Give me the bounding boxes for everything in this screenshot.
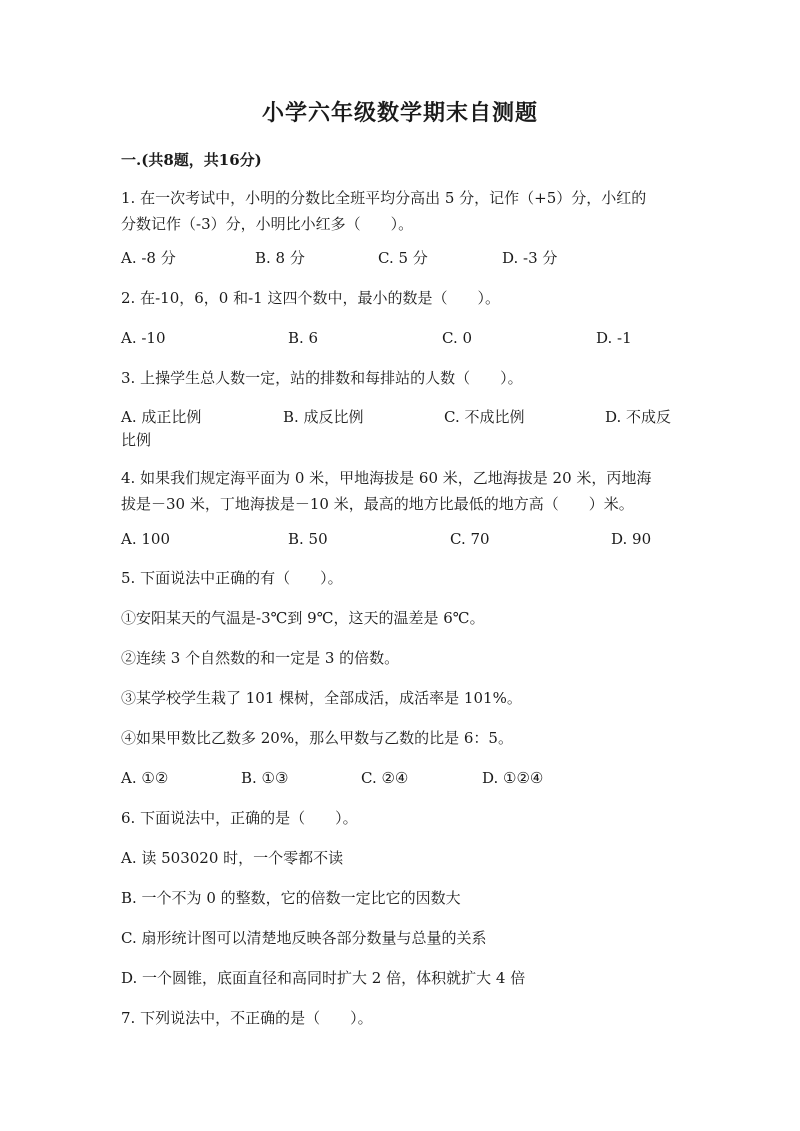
question-2-option-d: D. -1 <box>596 329 632 347</box>
question-5-statement-4: ④如果甲数比乙数多 20%，那么甲数与乙数的比是 6：5。 <box>121 729 513 747</box>
question-5-option-b: B. ①③ <box>241 769 289 787</box>
question-4-line-1: 4. 如果我们规定海平面为 0 米，甲地海拔是 60 米，乙地海拔是 20 米，丙地海 <box>121 469 652 487</box>
question-2-option-a: A. -10 <box>121 329 166 347</box>
question-4-option-b: B. 50 <box>288 530 328 548</box>
question-6-option-a: A. 读 503020 时，一个零都不读 <box>121 849 344 867</box>
section-heading: 一.(共8题，共16分) <box>121 151 262 169</box>
question-5-line-1: 5. 下面说法中正确的有（ ）。 <box>121 569 343 587</box>
question-2-option-b: B. 6 <box>288 329 319 347</box>
question-1-option-d: D. -3 分 <box>502 249 558 267</box>
question-3-option-a: A. 成正比例 <box>121 408 202 426</box>
question-6-line-1: 6. 下面说法中，正确的是（ ）。 <box>121 809 358 827</box>
question-5-option-d: D. ①②④ <box>482 769 544 787</box>
question-6-option-c: C. 扇形统计图可以清楚地反映各部分数量与总量的关系 <box>121 929 487 947</box>
question-3-option-c: C. 不成比例 <box>444 408 525 426</box>
question-4-option-c: C. 70 <box>450 530 490 548</box>
question-3-option-d: D. 不成反 <box>605 408 672 426</box>
question-5-option-c: C. ②④ <box>361 769 409 787</box>
question-1-option-c: C. 5 分 <box>378 249 428 267</box>
question-6-option-b: B. 一个不为 0 的整数，它的倍数一定比它的因数大 <box>121 889 461 907</box>
question-3-line-1: 3. 上操学生总人数一定，站的排数和每排站的人数（ ）。 <box>121 369 523 387</box>
question-1-line-2: 分数记作（-3）分，小明比小红多（ ）。 <box>121 215 414 233</box>
question-1-option-b: B. 8 分 <box>255 249 305 267</box>
question-6-option-d: D. 一个圆锥，底面直径和高同时扩大 2 倍，体积就扩大 4 倍 <box>121 969 526 987</box>
question-2-option-c: C. 0 <box>442 329 473 347</box>
question-1-option-a: A. -8 分 <box>121 249 176 267</box>
question-7-line-1: 7. 下列说法中，不正确的是（ ）。 <box>121 1009 373 1027</box>
page-title: 小学六年级数学期末自测题 <box>261 100 538 126</box>
question-1-line-1: 1. 在一次考试中，小明的分数比全班平均分高出 5 分，记作（+5）分，小红的 <box>121 189 647 207</box>
question-2-line-1: 2. 在-10，6，0 和-1 这四个数中，最小的数是（ ）。 <box>121 289 500 307</box>
question-5-statement-2: ②连续 3 个自然数的和一定是 3 的倍数。 <box>121 649 400 667</box>
question-4-option-a: A. 100 <box>121 530 170 548</box>
question-5-statement-3: ③某学校学生栽了 101 棵树，全部成活，成活率是 101%。 <box>121 689 522 707</box>
question-5-statement-1: ①安阳某天的气温是-3℃到 9℃，这天的温差是 6℃。 <box>121 609 485 627</box>
question-3-option-b: B. 成反比例 <box>283 408 364 426</box>
question-4-option-d: D. 90 <box>611 530 652 548</box>
question-3-option-d-wrap: 比例 <box>121 431 152 449</box>
question-4-line-2: 拔是－30 米，丁地海拔是－10 米，最高的地方比最低的地方高（ ）米。 <box>121 495 634 513</box>
question-5-option-a: A. ①② <box>121 769 169 787</box>
